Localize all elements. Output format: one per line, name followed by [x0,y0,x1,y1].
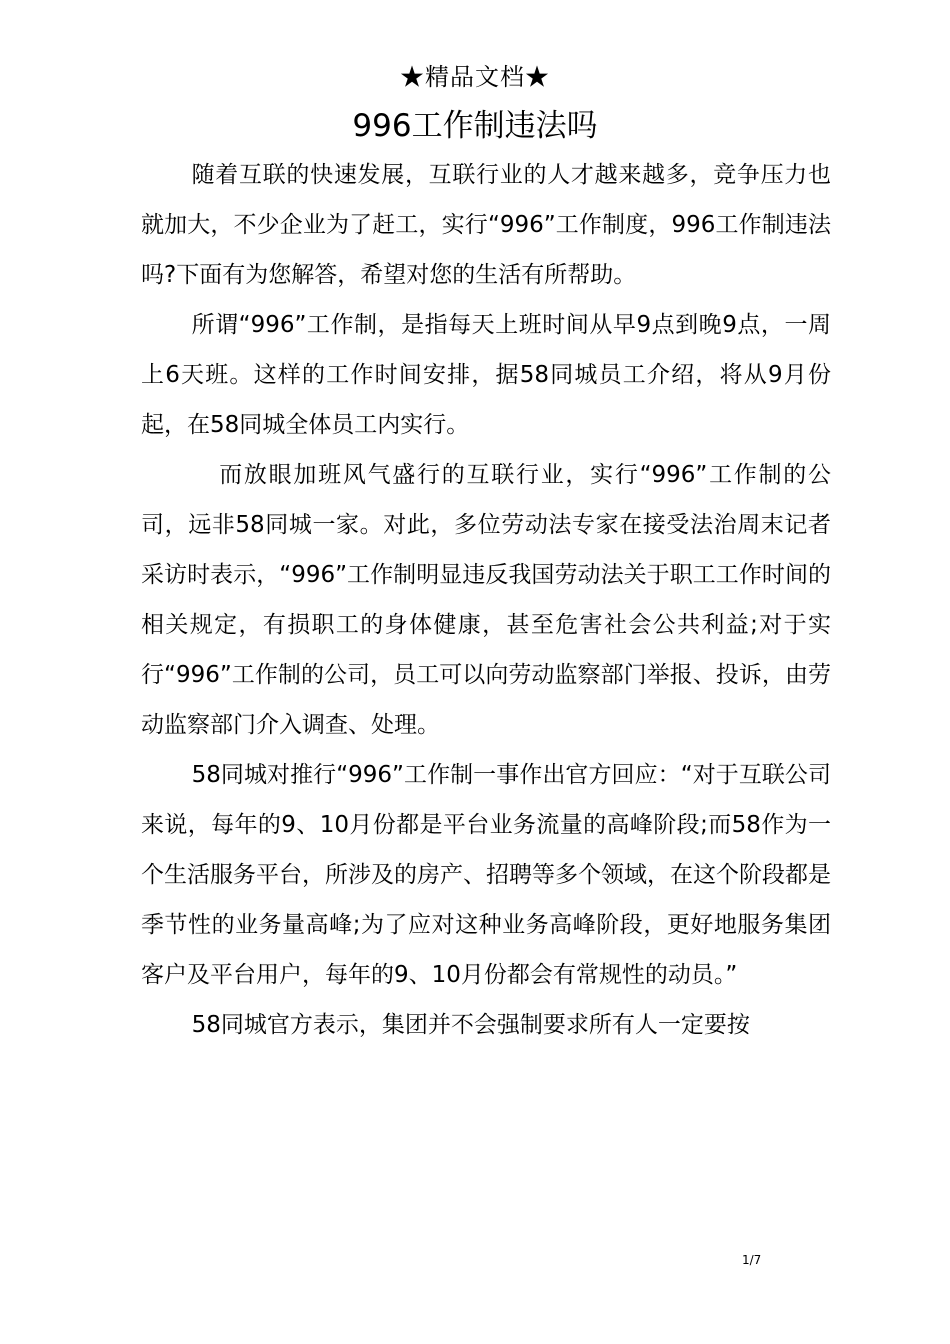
paragraph-official-statement: 58同城官方表示，集团并不会强制要求所有人一定要按 [191,1012,750,1038]
page-number: 1/7 [742,1253,762,1267]
paragraph-expert-opinion: 而放眼加班风气盛行的互联行业，实行“996”工作制的公司，远非58同城一家。对此，多位劳动法专家在接受法治周末记者采访时表示，“996”工作制明显违反我国劳动法关于职工工作时间的相关规定，有损职工的身体健康，甚至危害社会公共利益;对于实行“996”工作制的公司，员工可以向劳动监察部门举报、投诉，由劳动监察部门介入调查、处理。 [141,462,831,738]
paragraph-definition: 所谓“996”工作制，是指每天上班时间从早9点到晚9点，一周上6天班。这样的工作时间安排，据58同城员工介绍，将从9月份起，在58同城全体员工内实行。 [141,312,831,438]
document-body [141,150,831,1050]
header-banner: ★精品文档★ [400,63,550,91]
paragraph-official-response: 58同城对推行“996”工作制一事作出官方回应：“对于互联公司来说，每年的9、10月份都是平台业务流量的高峰阶段;而58作为一个生活服务平台，所涉及的房产、招聘等多个领域，在这个阶段都是季节性的业务量高峰;为了应对这种业务高峰阶段，更好地服务集团客户及平台用户，每年的9、10月份都会有常规性的动员。” [141,762,831,988]
paragraph-intro: 随着互联的快速发展，互联行业的人才越来越多，竞争压力也就加大，不少企业为了赶工，实行“996”工作制度，996工作制违法吗?下面有为您解答，希望对您的生活有所帮助。 [141,162,831,288]
document-title: 996工作制违法吗 [352,108,598,144]
